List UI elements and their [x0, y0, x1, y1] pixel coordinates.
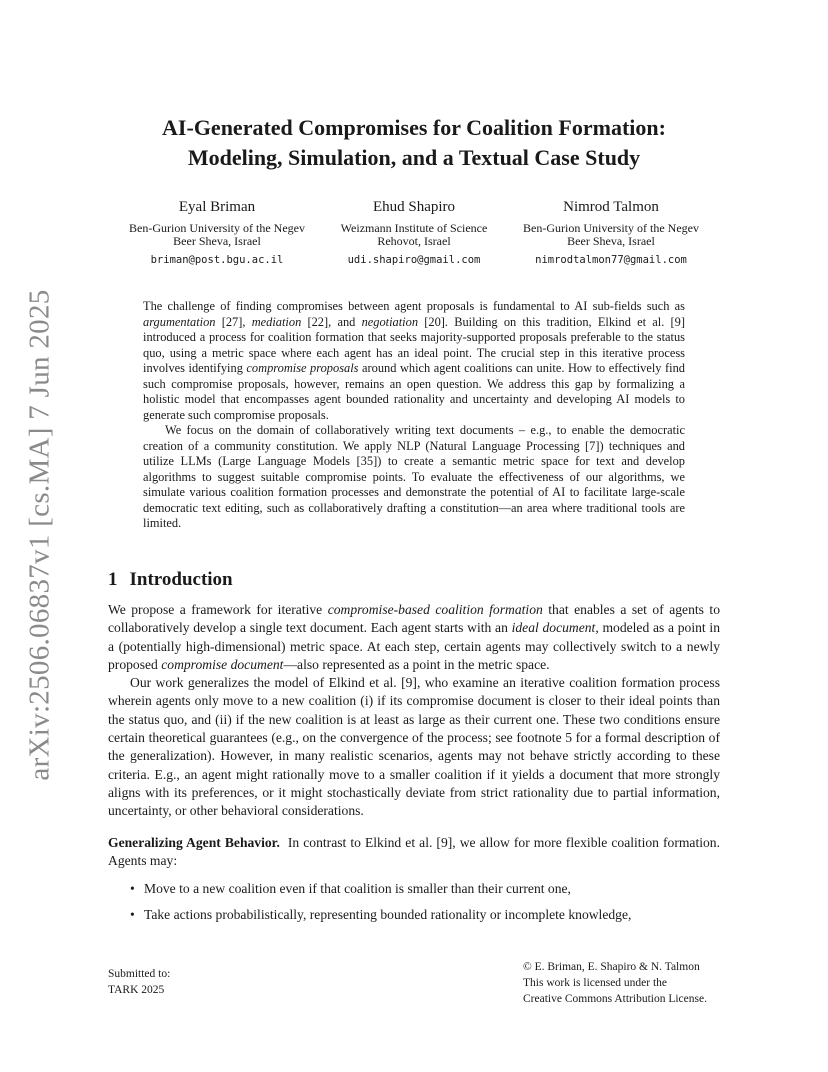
paper-title	[0, 113, 828, 173]
abstract-paragraph-2: We focus on the domain of collaboratively writing text documents – e.g., to enable the democratic creation of a community constitution. We apply NLP (Natural Language Processing [7]) techniques and utilize LLMs (Large Language Models [35]) to create a semantic metric space for text and develop algorithms to suggest suitable compromise points. To evaluate the effectiveness of our algorithms, we simulate various coalition formation processes and demonstrate the potential of AI to facilitate large-scale democratic text editing, such as collaboratively drafting a constitution—an area where traditional tools are limited.	[143, 423, 685, 530]
author-block-1	[107, 197, 327, 266]
author-location: Beer Sheva, Israel	[567, 234, 655, 248]
author-affiliation: Ben-Gurion University of the Negev	[129, 221, 305, 235]
author-location: Beer Sheva, Israel	[173, 234, 261, 248]
intro-paragraph-3: Generalizing Agent Behavior. In contrast to Elkind et al. [9], we allow for more flexible coalition formation. Agents may:	[108, 834, 721, 868]
agent-behavior-list	[108, 880, 720, 925]
section-title: Introduction	[129, 569, 233, 590]
author-affiliation: Weizmann Institute of Science	[340, 221, 488, 235]
author-name: Ehud Shapiro	[372, 199, 456, 215]
author-email: udi.shapiro@gmail.com	[347, 254, 481, 266]
title-line-2: Modeling, Simulation, and a Textual Case Study	[187, 145, 641, 170]
author-name: Eyal Briman	[178, 199, 256, 215]
license-note: © E. Briman, E. Shapiro & N. Talmon This work is licensed under the Creative Commons Attribution License.	[523, 961, 707, 1005]
introduction-body	[108, 601, 720, 933]
section-number: 1	[108, 569, 118, 590]
author-affiliation: Ben-Gurion University of the Negev	[523, 221, 699, 235]
list-item: • Take actions probabilistically, representing bounded rationality or incomplete knowledge,	[130, 906, 720, 924]
arxiv-identifier-stamp: arXiv:2506.06837v1 [cs.MA] 7 Jun 2025	[23, 289, 56, 781]
author-block-2	[304, 197, 524, 266]
author-block-3	[501, 197, 721, 266]
author-email: nimrodtalmon77@gmail.com	[535, 254, 687, 266]
submission-note: Submitted to: TARK 2025	[108, 968, 171, 996]
section-heading-introduction	[108, 569, 233, 591]
paragraph-run-in-heading: Generalizing Agent Behavior.	[108, 834, 280, 850]
author-name: Nimrod Talmon	[563, 199, 659, 215]
list-item: • Move to a new coalition even if that coalition is smaller than their current one,	[130, 880, 720, 898]
intro-paragraph-2: Our work generalizes the model of Elkind et al. [9], who examine an iterative coalition formation process wherein agents only move to a new coalition (i) if its compromise document is closer to their ideal points than the status quo, and (ii) if the new coalition is at least as large as their current one. These two conditions ensure certain theoretical guarantees (e.g., on the convergence of the process; see footnote 5 for a formal description of the generalization). However, in many realistic scenarios, agents may not behave strictly according to these criteria. E.g., an agent might rationally move to a smaller coalition if it yields a document that more strongly aligns with its preferences, or it might stochastically deviate from strict rationality due to partial information, uncertainty, or other behavioral considerations.	[108, 675, 720, 819]
abstract-paragraph-1: The challenge of finding compromises between agent proposals is fundamental to AI sub-fields such as argumentation [27], mediation [22], and negotiation [20]. Building on this tradition, Elkind et al. [9] introduced a process for coalition formation that seeks majority-supported proposals preferable to the status quo, using a metric space where each agent has an ideal point. The crucial step in this iterative process involves identifying compromise proposals around which agent coalitions can unite. How to effectively find such compromise proposals, however, remains an open question. We address this gap by formalizing a holistic model that encompasses agent bounded rationality and uncertainty and developing AI models to generate such compromise proposals.	[143, 299, 685, 422]
author-location: Rehovot, Israel	[377, 234, 451, 248]
title-line-1: AI-Generated Compromises for Coalition Formation:	[162, 115, 666, 140]
intro-paragraph-1: We propose a framework for iterative compromise-based coalition formation that enables a set of agents to collaboratively develop a single text document. Each agent starts with an ideal document, modeled as a point in a (potentially high-dimensional) metric space. At each step, certain agents may collectively switch to a newly proposed compromise document—also represented as a point in the metric space.	[108, 602, 721, 672]
author-email: briman@post.bgu.ac.il	[150, 254, 284, 266]
abstract	[143, 299, 685, 532]
